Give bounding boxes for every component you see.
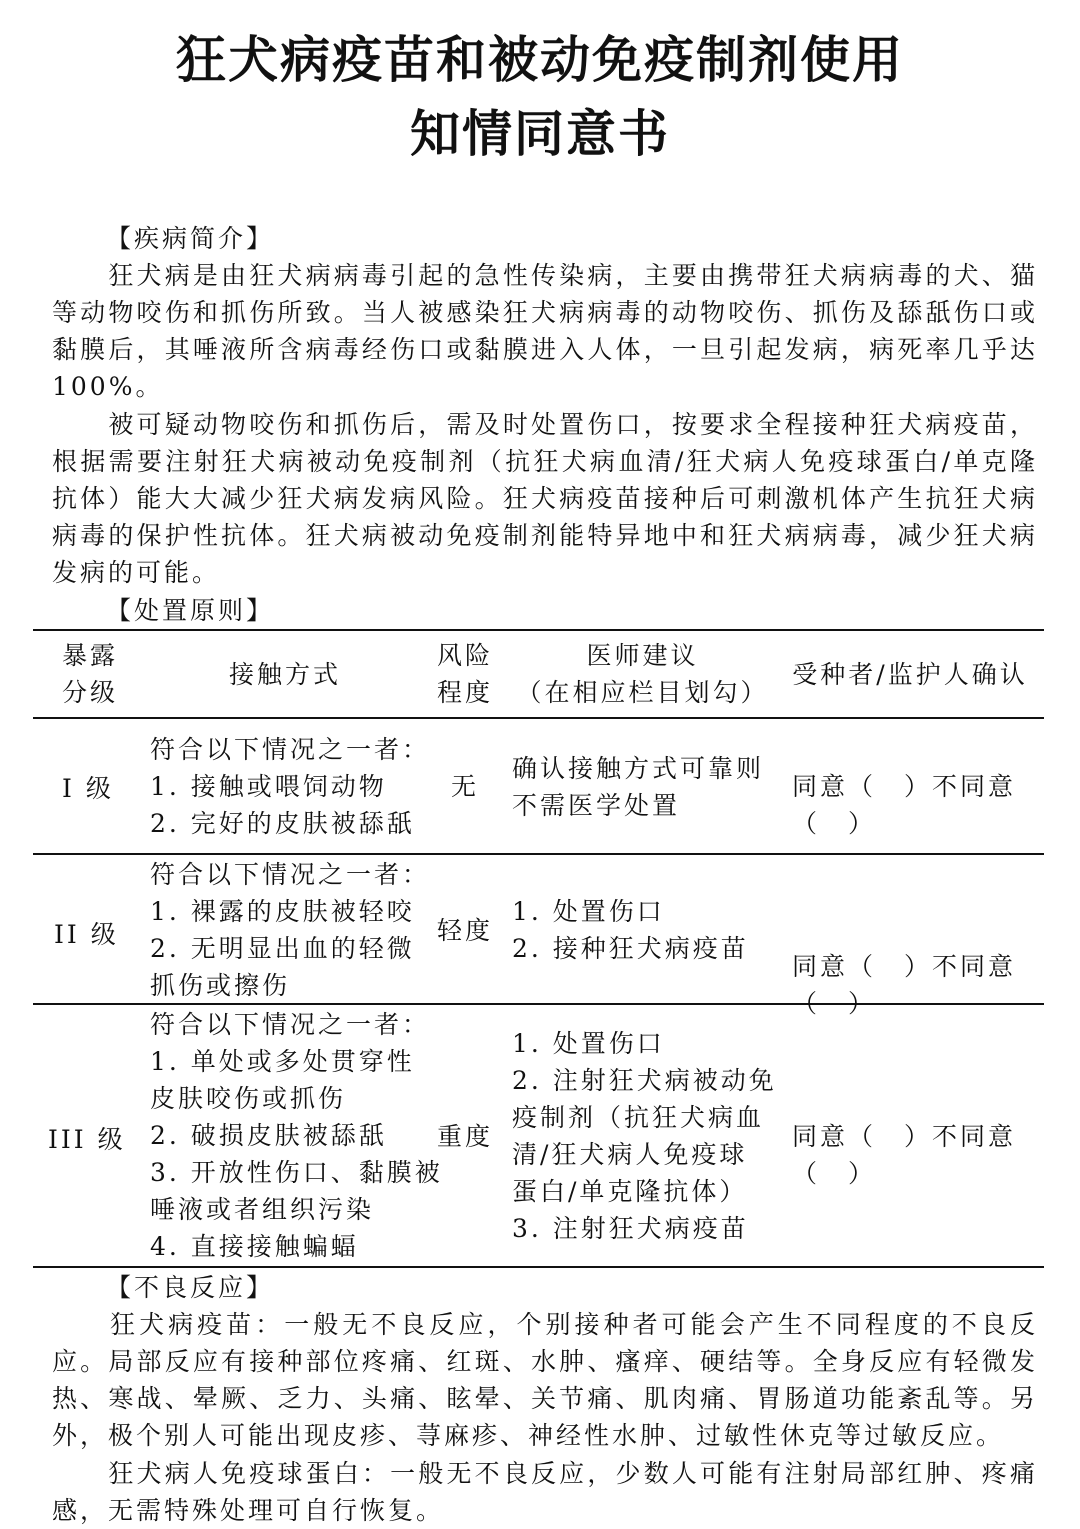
section-heading-disease-intro: 【疾病简介】 (106, 224, 275, 253)
header-contact-method: 接触方式 (228, 660, 341, 689)
section-heading-adverse-reactions: 【不良反应】 (106, 1273, 275, 1302)
header-recipient-confirm: 受种者/监护人确认 (792, 660, 1028, 689)
header-doctor-advice: 医师建议 （在相应栏目划勾） (516, 641, 769, 707)
header-exposure-grade: 暴露 分级 (61, 641, 118, 707)
contact-cell: 符合以下情况之一者： 1. 裸露的皮肤被轻咬 2. 无明显出血的轻微 抓伤或擦伤 (150, 860, 431, 1000)
disease-intro-paragraph-1: 狂犬病是由狂犬病病毒引起的急性传染病，主要由携带狂犬病病毒的犬、猫等动物咬伤和抓伤所致。当人被感染狂犬病病毒的动物咬伤、抓伤及舔舐伤口或黏膜后，其唾液所含病毒经伤口或黏膜进入人体，一旦引起发病，病死率几乎达100%。 (52, 261, 1038, 401)
table-rule-header (33, 717, 1044, 719)
table-rule-top (33, 629, 1044, 631)
consent-choice[interactable]: 同意（ ）不同意（ ） (792, 1122, 1017, 1188)
risk-cell: 轻度 (436, 916, 493, 945)
grade-cell: III 级 (48, 1125, 126, 1154)
document-title-line-1: 狂犬病疫苗和被动免疫制剂使用 (176, 31, 904, 89)
disease-intro-paragraph-2: 被可疑动物咬伤和抓伤后，需及时处置伤口，按要求全程接种狂犬病疫苗，根据需要注射狂犬病被动免疫制剂（抗狂犬病血清/狂犬病人免疫球蛋白/单克隆抗体）能大大减少狂犬病发病风险。狂犬病疫苗接种后可刺激机体产生抗狂犬病病毒的保护性抗体。狂犬病被动免疫制剂能特异地中和狂犬病病毒，减少狂犬病发病的可能。 (52, 410, 1038, 587)
grade-cell: II 级 (54, 920, 119, 949)
header-risk-level: 风险 程度 (436, 641, 493, 707)
adverse-paragraph-immunoglobulin: 狂犬病人免疫球蛋白：一般无不良反应，少数人可能有注射局部红肿、疼痛感，无需特殊处理可自行恢复。 (52, 1459, 1038, 1525)
table-rule-bottom (33, 1266, 1044, 1268)
advice-cell: 1. 处置伤口 2. 注射狂犬病被动免 疫制剂（抗狂犬病血 清/狂犬病人免疫球 蛋白/单克隆抗体） 3. 注射狂犬病疫苗 (512, 1029, 777, 1243)
section-heading-principles: 【处置原则】 (106, 596, 275, 625)
grade-cell: I 级 (62, 774, 114, 803)
advice-cell: 确认接触方式可靠则 不需医学处置 (512, 754, 765, 820)
advice-cell: 1. 处置伤口 2. 接种狂犬病疫苗 (512, 897, 749, 963)
document-title-line-2: 知情同意书 (410, 105, 670, 163)
risk-cell: 重度 (436, 1122, 493, 1151)
consent-choice[interactable]: 同意（ ）不同意（ ） (792, 772, 1017, 838)
table-rule-row-1 (33, 853, 1044, 855)
adverse-paragraph-vaccine: 狂犬病疫苗：一般无不良反应，个别接种者可能会产生不同程度的不良反应。局部反应有接种部位疼痛、红斑、水肿、瘙痒、硬结等。全身反应有轻微发热、寒战、晕厥、乏力、头痛、眩晕、关节痛、肌肉痛、胃肠道功能紊乱等。另外，极个别人可能出现皮疹、荨麻疹、神经性水肿、过敏性休克等过敏反应。 (52, 1310, 1038, 1450)
contact-cell: 符合以下情况之一者： 1. 单处或多处贯穿性 皮肤咬伤或抓伤 2. 破损皮肤被舔舐 3. 开放性伤口、黏膜被 唾液或者组织污染 4. 直接接触蝙蝠 (150, 1010, 443, 1261)
consent-choice[interactable]: 同意（ ）不同意（ ） (792, 952, 1017, 1018)
risk-cell: 无 (450, 772, 479, 801)
contact-cell: 符合以下情况之一者： 1. 接触或喂饲动物 2. 完好的皮肤被舔舐 (150, 735, 431, 838)
